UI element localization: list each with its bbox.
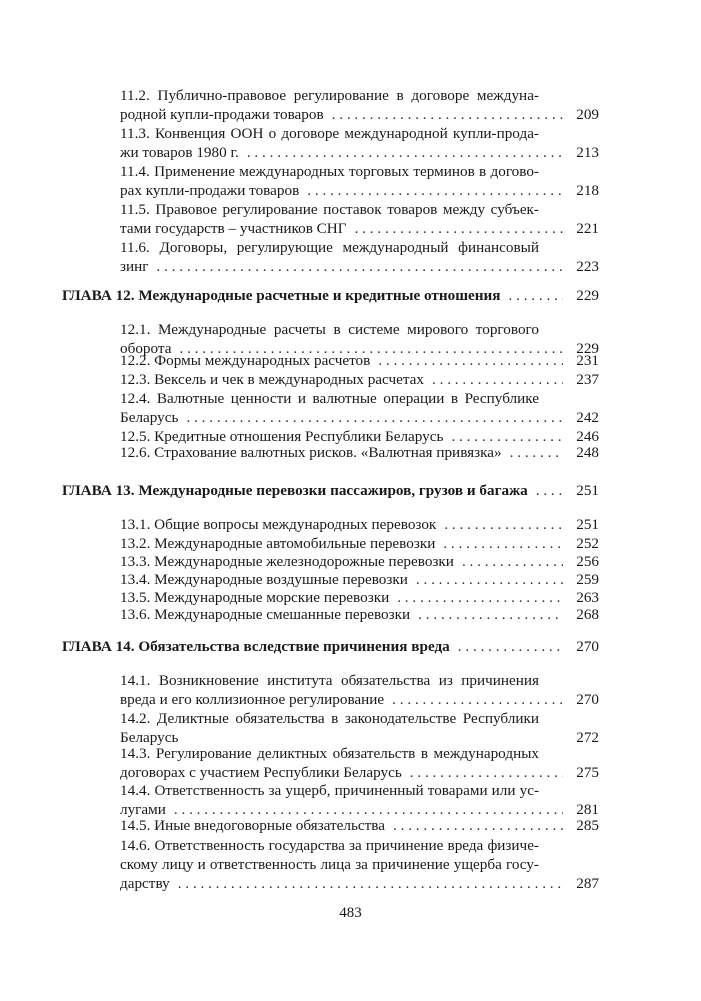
toc-page-number: 221 (576, 220, 599, 237)
toc-page-number: 251 (576, 516, 599, 533)
toc-entry-14-6 (120, 836, 599, 893)
toc-entry-11-3 (120, 124, 599, 162)
page-number: 483 (339, 905, 362, 921)
toc-entry-line: 12.1. Международные расчеты в системе мирового торгового (120, 321, 539, 338)
toc-entry-line: дарству (120, 875, 170, 892)
toc-entry-14-5 (120, 816, 599, 835)
leader-dots (156, 257, 563, 276)
toc-entry-line: зинг (120, 258, 149, 275)
toc-entry-line: 12.2. Формы международных расчетов (120, 352, 371, 369)
toc-entry-line: 11.2. Публично-правовое регулирование в договоре междуна- (120, 87, 539, 104)
toc-entry-11-5 (120, 200, 599, 238)
toc-page-number: 237 (576, 371, 599, 388)
toc-entry-13-2 (120, 534, 599, 553)
toc-chapter-14 (62, 637, 599, 656)
chapter-title: ГЛАВА 12. Международные расчетные и кредитные отношения (62, 287, 501, 304)
chapter-title: ГЛАВА 14. Обязательства вследствие причинения вреда (62, 638, 450, 655)
toc-entry-14-3 (120, 744, 599, 782)
leader-dots (378, 351, 563, 370)
leader-dots (458, 637, 563, 656)
toc-page-number: 229 (576, 287, 599, 304)
toc-entry-line: 14.2. Деликтные обязательства в законодательстве Республики (120, 710, 539, 727)
toc-entry-line: 12.4. Валютные ценности и валютные операции в Республике (120, 390, 539, 407)
toc-entry-line: лугами (120, 801, 166, 818)
toc-entry-line: 13.6. Международные смешанные перевозки (120, 606, 411, 623)
toc-page-number: 270 (576, 691, 599, 708)
toc-entry-line: 11.5. Правовое регулирование поставок товаров между субъек- (120, 201, 539, 218)
toc-entry-11-4 (120, 162, 599, 200)
leader-dots (392, 690, 563, 709)
leader-dots (432, 370, 563, 389)
toc-entry-11-6 (120, 238, 599, 276)
toc-page-number: 272 (576, 729, 599, 746)
toc-page-number: 223 (576, 258, 599, 275)
leader-dots (416, 570, 563, 589)
toc-page-number: 270 (576, 638, 599, 655)
toc-entry-line: 11.6. Договоры, регулирующие международный финансовый (120, 239, 539, 256)
toc-entry-line: 13.4. Международные воздушные перевозки (120, 571, 408, 588)
leader-dots (536, 481, 563, 500)
toc-page-number: 251 (576, 482, 599, 499)
toc-entry-14-2 (120, 709, 599, 747)
toc-entry-13-6 (120, 605, 599, 624)
leader-dots (355, 219, 563, 238)
leader-dots (509, 286, 563, 305)
toc-page-number: 263 (576, 589, 599, 606)
toc-entry-line: 14.4. Ответственность за ущерб, причиненный товарами или ус- (120, 782, 539, 799)
toc-entry-12-2 (120, 351, 599, 370)
toc-entry-line: тами государств – участников СНГ (120, 220, 347, 237)
toc-entry-line: 13.5. Международные морские перевозки (120, 589, 390, 606)
toc-page-number: 218 (576, 182, 599, 199)
toc-entry-line: скому лицу и ответственность лица за причинение ущерба госу- (120, 856, 539, 873)
leader-dots (418, 605, 563, 624)
toc-page-number: 248 (576, 444, 599, 461)
leader-dots (178, 874, 563, 893)
toc-page-number: 285 (576, 817, 599, 834)
toc-entry-12-6 (120, 443, 599, 462)
toc-page-number: 259 (576, 571, 599, 588)
toc-entry-line: рах купли-продажи товаров (120, 182, 300, 199)
toc-page-number: 246 (576, 428, 599, 445)
toc-entry-line: 12.5. Кредитные отношения Республики Беларусь (120, 428, 444, 445)
toc-entry-line: 13.2. Международные автомобильные перевозки (120, 535, 436, 552)
leader-dots (410, 763, 563, 782)
leader-dots (247, 143, 563, 162)
toc-page-number: 275 (576, 764, 599, 781)
toc-entry-line: 12.6. Страхование валютных рисков. «Валютная привязка» (120, 444, 502, 461)
toc-page-number: 242 (576, 409, 599, 426)
toc-entry-line: Беларусь (120, 729, 179, 746)
toc-entry-line: 13.3. Международные железнодорожные перевозки (120, 553, 454, 570)
toc-entry-line: родной купли-продажи товаров (120, 106, 324, 123)
toc-chapter-12 (62, 286, 599, 305)
leader-dots (510, 443, 563, 462)
leader-dots (462, 552, 563, 571)
leader-dots (444, 515, 563, 534)
toc-entry-line: договорах с участием Республики Беларусь (120, 764, 402, 781)
toc-entry-line: 14.5. Иные внедоговорные обязательства (120, 817, 385, 834)
toc-entry-12-4 (120, 389, 599, 427)
toc-entry-line: 14.3. Регулирование деликтных обязательств в международных (120, 745, 539, 762)
toc-entry-13-1 (120, 515, 599, 534)
toc-entry-14-4 (120, 781, 599, 819)
toc-entry-13-3 (120, 552, 599, 571)
toc-page-number: 287 (576, 875, 599, 892)
toc-entry-line: 11.3. Конвенция ООН о договоре международной купли-прода- (120, 125, 539, 142)
leader-dots (393, 816, 563, 835)
toc-page-number: 229 (576, 340, 599, 357)
toc-entry-11-2 (120, 86, 599, 124)
leader-dots (443, 534, 563, 553)
chapter-title: ГЛАВА 13. Международные перевозки пассажиров, грузов и багажа (62, 482, 528, 499)
toc-entry-line: жи товаров 1980 г. (120, 144, 239, 161)
toc-entry-line: оборота (120, 340, 172, 357)
toc-entry-line: 11.4. Применение международных торговых терминов в догово- (120, 163, 539, 180)
toc-page-number: 252 (576, 535, 599, 552)
toc-page-number: 268 (576, 606, 599, 623)
toc-page-number: 209 (576, 106, 599, 123)
toc-entry-line: Беларусь (120, 409, 179, 426)
leader-dots (186, 408, 563, 427)
toc-page-number: 213 (576, 144, 599, 161)
toc-page-number: 231 (576, 352, 599, 369)
toc-page-number: 256 (576, 553, 599, 570)
toc-entry-13-4 (120, 570, 599, 589)
toc-page-number: 281 (576, 801, 599, 818)
toc-entry-line: 14.1. Возникновение института обязательства из причинения (120, 672, 539, 689)
toc-entry-line: 12.3. Вексель и чек в международных расчетах (120, 371, 425, 388)
toc-chapter-13 (62, 481, 599, 500)
toc-entry-line: вреда и его коллизионное регулирование (120, 691, 385, 708)
toc-entry-14-1 (120, 671, 599, 709)
toc-entry-12-3 (120, 370, 599, 389)
leader-dots (307, 181, 563, 200)
toc-entry-line: 14.6. Ответственность государства за причинение вреда физиче- (120, 837, 539, 854)
toc-entry-line: 13.1. Общие вопросы международных перевозок (120, 516, 437, 533)
leader-dots (332, 105, 563, 124)
